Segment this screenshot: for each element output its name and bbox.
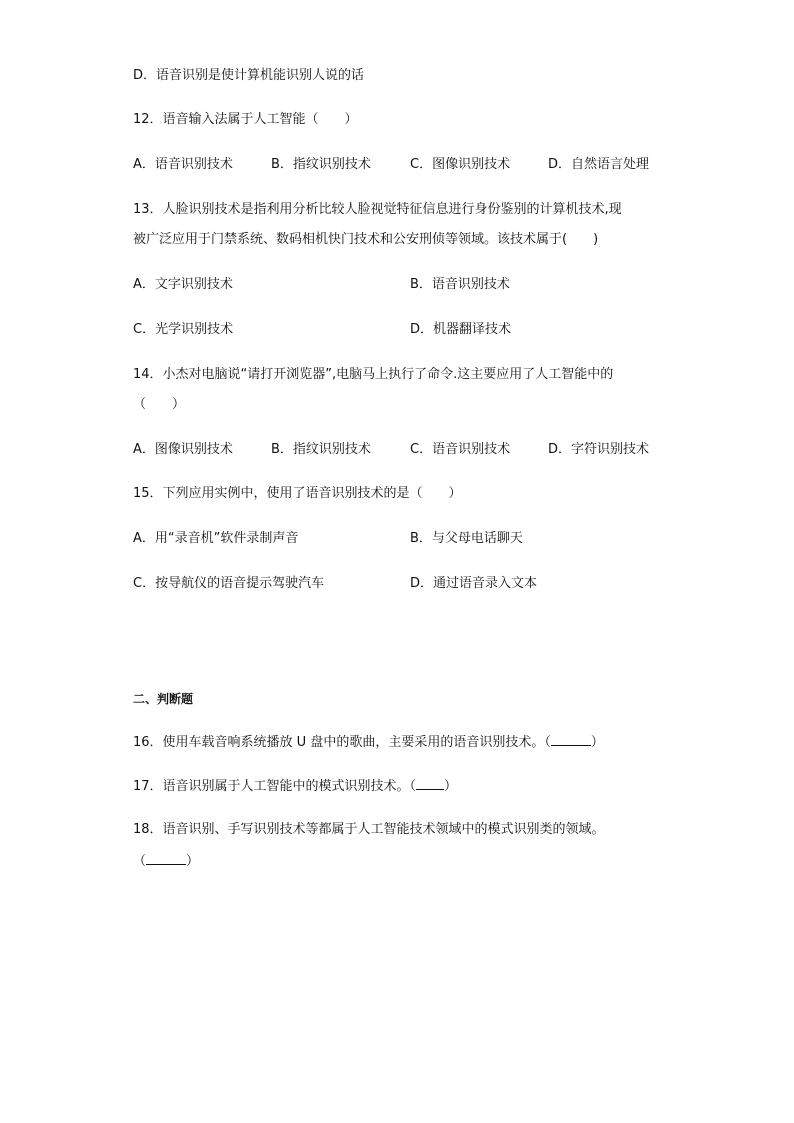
q11-option-d: D．语音识别是使计算机能识别人说的话 xyxy=(133,68,365,83)
q15-option-b: B．与父母电话聊天 xyxy=(410,531,523,546)
q14-option-a: A．图像识别技术 xyxy=(133,442,233,457)
q17-close: ） xyxy=(444,779,458,794)
q16-text: 16．使用车载音响系统播放 U 盘中的歌曲，主要采用的语音识别技术。（ xyxy=(133,735,551,750)
q13-stem-line1: 13．人脸识别技术是指利用分析比较人脸视觉特征信息进行身份鉴别的计算机技术,现 xyxy=(133,202,622,217)
q14-stem-line1: 14．小杰对电脑说“请打开浏览器”,电脑马上执行了命令.这主要应用了人工智能中的 xyxy=(133,367,614,382)
q18-close: ） xyxy=(186,854,200,869)
q12-stem: 12．语音输入法属于人工智能（ ） xyxy=(133,112,358,127)
q18-answer-blank[interactable] xyxy=(146,851,186,865)
q14-stem-line2: （ ） xyxy=(133,397,186,412)
section-title-judgment: 二、判断题 xyxy=(133,692,194,706)
q12-option-c: C．图像识别技术 xyxy=(410,157,511,172)
q15-stem: 15．下列应用实例中，使用了语音识别技术的是（ ） xyxy=(133,486,462,501)
q15-option-a: A．用“录音机”软件录制声音 xyxy=(133,531,299,546)
q13-option-c: C．光学识别技术 xyxy=(133,322,234,337)
q13-option-d: D．机器翻译技术 xyxy=(410,322,512,337)
q15-option-c: C．按导航仪的语音提示驾驶汽车 xyxy=(133,576,325,591)
q12-option-b: B．指纹识别技术 xyxy=(271,157,371,172)
q15-option-d: D．通过语音录入文本 xyxy=(410,576,538,591)
q16-close: ） xyxy=(590,735,604,750)
q17-answer-blank[interactable] xyxy=(416,776,444,790)
q18-statement-line1: 18．语音识别、手写识别技术等都属于人工智能技术领域中的模式识别类的领域。 xyxy=(133,822,605,837)
q13-option-b: B．语音识别技术 xyxy=(410,277,510,292)
q12-option-d: D．自然语言处理 xyxy=(548,157,650,172)
q13-stem-line2: 被广泛应用于门禁系统、数码相机快门技术和公安刑侦等领域。该技术属于( ) xyxy=(133,232,599,247)
q16-statement xyxy=(133,732,604,752)
q14-option-d: D．字符识别技术 xyxy=(548,442,650,457)
q17-statement xyxy=(133,776,457,796)
q14-option-b: B．指纹识别技术 xyxy=(271,442,371,457)
q14-option-c: C．语音识别技术 xyxy=(410,442,511,457)
q12-option-a: A．语音识别技术 xyxy=(133,157,233,172)
q18-statement-line2 xyxy=(133,851,199,871)
q17-text: 17．语音识别属于人工智能中的模式识别技术。（ xyxy=(133,779,417,794)
q13-option-a: A．文字识别技术 xyxy=(133,277,233,292)
q18-open: （ xyxy=(133,854,147,869)
q16-answer-blank[interactable] xyxy=(551,732,591,746)
